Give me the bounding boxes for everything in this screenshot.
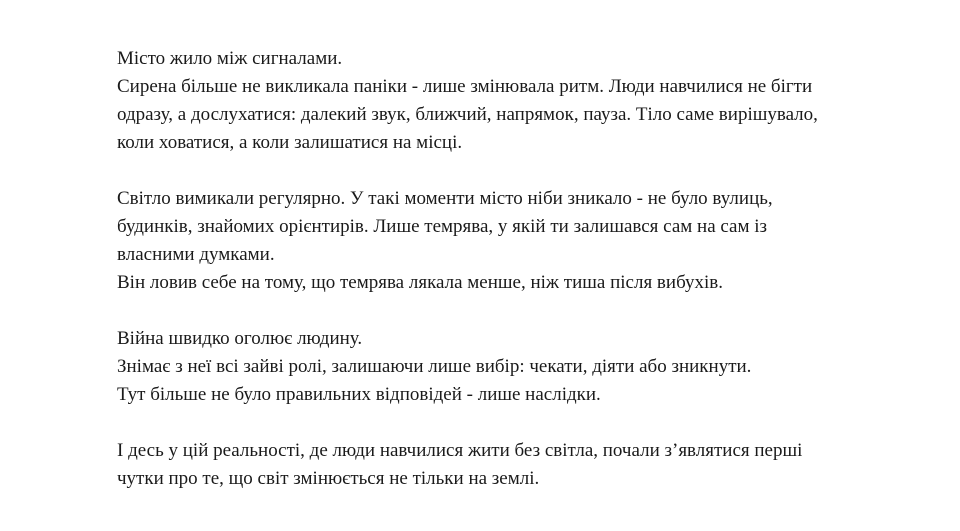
text-line: Світло вимикали регулярно. У такі моменти місто ніби зникало - не було вулиць, — [117, 188, 773, 209]
text-line: Війна швидко оголює людину. — [117, 328, 363, 349]
paragraph-3 — [117, 325, 937, 409]
text-line: Місто жило між сигналами. — [117, 48, 343, 69]
paragraph-2 — [117, 185, 937, 297]
text-line: коли ховатися, а коли залишатися на місці. — [117, 132, 463, 153]
text-line: Знімає з неї всі зайві ролі, залишаючи лише вибір: чекати, діяти або зникнути. — [117, 356, 752, 377]
text-line: чутки про те, що світ змінюється не тільки на землі. — [117, 468, 540, 489]
text-line: будинків, знайомих орієнтирів. Лише темрява, у якій ти залишався сам на сам із — [117, 216, 768, 237]
paragraph-1 — [117, 45, 937, 157]
text-line: одразу, а дослухатися: далекий звук, ближчий, напрямок, пауза. Тіло саме вирішувало, — [117, 104, 818, 125]
text-line: Тут більше не було правильних відповідей - лише наслідки. — [117, 384, 601, 405]
text-line: власними думками. — [117, 244, 275, 265]
document-body — [117, 45, 937, 493]
text-line: Він ловив себе на тому, що темрява лякала менше, ніж тиша після вибухів. — [117, 272, 724, 293]
text-line: Сирена більше не викликала паніки - лише змінювала ритм. Люди навчилися не бігти — [117, 76, 813, 97]
paragraph-4 — [117, 437, 937, 493]
text-line: І десь у цій реальності, де люди навчилися жити без світла, почали з’являтися перші — [117, 440, 803, 461]
